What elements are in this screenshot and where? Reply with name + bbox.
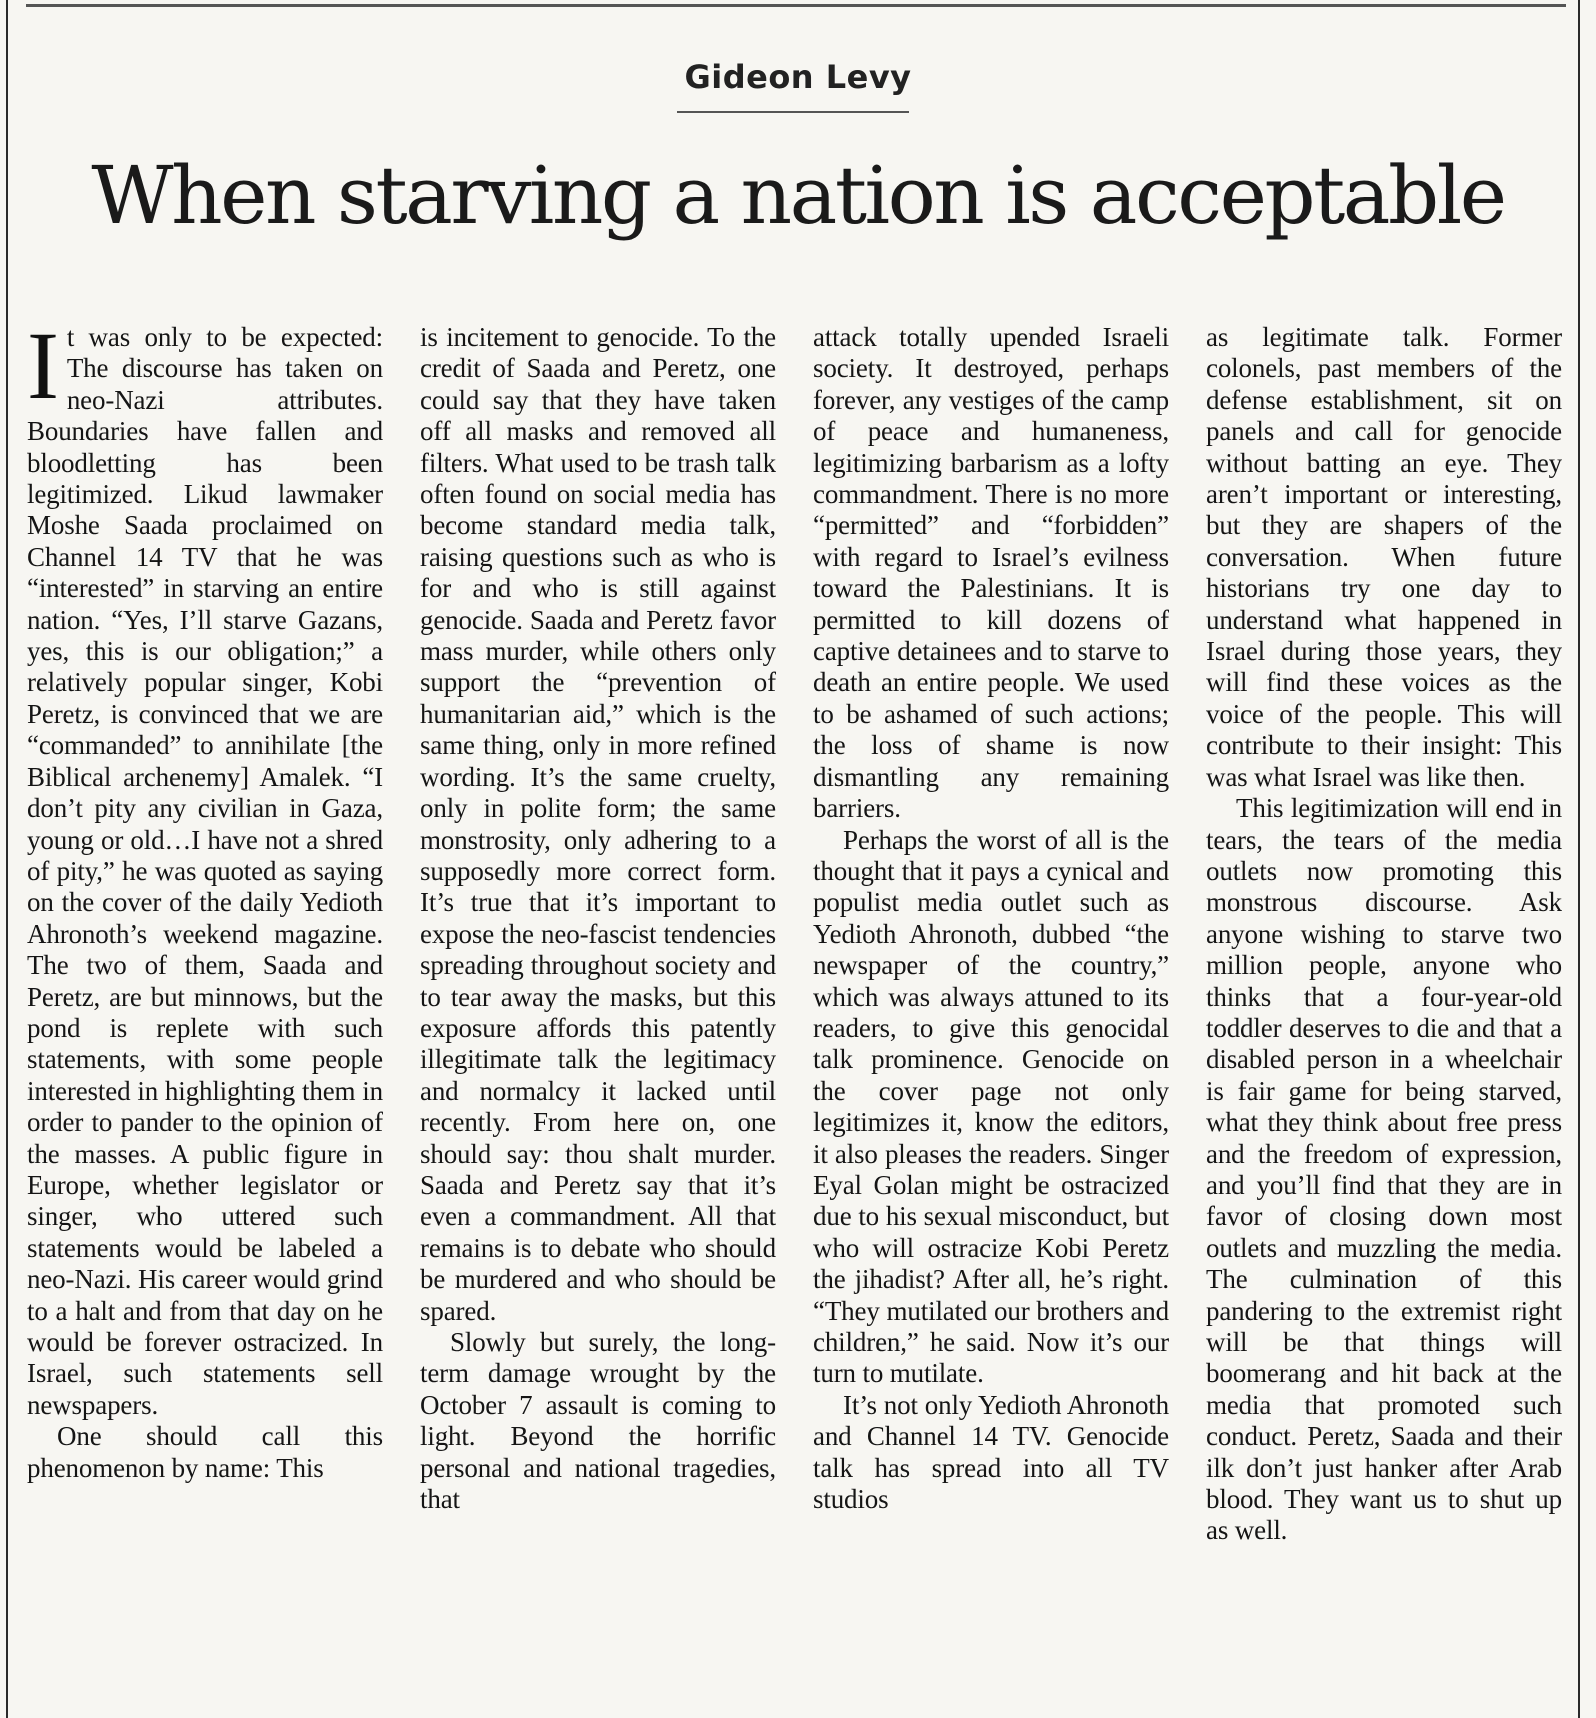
right-border-rule: [1578, 0, 1580, 1718]
paragraph-text: t was only to be expected: The discourse has taken on neo-Nazi attributes. Boundaries have fallen and bloodletting has been legitimized. Likud lawmaker Moshe Saada proclaimed on Channel 14 TV that he was “interested” in starving an entire nation. “Yes, I’ll starve Gazans, yes, this is our obligation;” a relatively popular singer, Kobi Peretz, is convinced that we are “commanded” to annihilate [the Biblical archenemy] Amalek. “I don’t pity any civilian in Gaza, young or old…I have not a shred of pity,” he was quoted as saying on the cover of the daily Yedioth Ahronoth’s weekend magazine. The two of them, Saada and Peretz, are but minnows, but the pond is replete with such statements, with some people interested in highlighting them in order to pander to the opinion of the masses. A public figure in Europe, whether legislator or singer, who uttered such statements would be labeled a neo-Nazi. His career would grind to a halt and from that day on he would be forever ostracized. In Israel, such statements sell newspapers.: [27, 322, 383, 1420]
headline: When starving a nation is acceptable: [91, 149, 1505, 242]
article-column-1: [27, 322, 383, 1712]
left-border-rule: [6, 0, 8, 1718]
top-rule: [26, 4, 1566, 7]
paragraph: One should call this phenomenon by name: This: [27, 1421, 383, 1483]
paragraph: This legitimization will end in tears, the tears of the media outlets now promoting this monstrous discourse. Ask anyone wishing to starve two million people, anyone who thinks that a four-year-old toddler deserves to die and that a disabled person in a wheelchair is fair game for being starved, what they think about free press and the freedom of expression, and you’ll find that they are in favor of closing down most outlets and muzzling the media. The culmination of this pandering to the extremist right will be that things will boomerang and hit back at the media that promoted such conduct. Peretz, Saada and their ilk don’t just hanker after Arab blood. They want us to shut up as well.: [1206, 793, 1562, 1546]
paragraph: attack totally upended Israeli society. It destroyed, perhaps forever, any vestiges of the camp of peace and humaneness, legitimizing barbarism as a lofty commandment. There is no more “permitted” and “forbidden” with regard to Israel’s evilness toward the Palestinians. It is permitted to kill dozens of captive detainees and to starve to death an entire people. We used to be ashamed of such actions; the loss of shame is now dismantling any remaining barriers.: [813, 322, 1169, 824]
paragraph: as legitimate talk. Former colonels, past members of the defense establishment, sit on panels and call for genocide without batting an eye. They aren’t important or interesting, but they are shapers of the conversation. When future historians try one day to understand what happened in Israel during those years, they will find these voices as the voice of the people. This will contribute to their insight: This was what Israel was like then.: [1206, 322, 1562, 792]
drop-cap: I: [27, 322, 59, 419]
article-column-2: [420, 322, 776, 1712]
paragraph: It’s not only Yedioth Ahronoth and Channel 14 TV. Genocide talk has spread into all TV studios: [813, 1389, 1169, 1515]
paragraph: [27, 322, 383, 1421]
paragraph: Slowly but surely, the long-term damage wrought by the October 7 assault is coming to light. Beyond the horrific personal and national tragedies, that: [420, 1327, 776, 1515]
byline-underline: [677, 111, 909, 113]
paragraph: is incitement to genocide. To the credit of Saada and Peretz, one could say that they have taken off all masks and removed all filters. What used to be trash talk often found on social media has become standard media talk, raising questions such as who is for and who is still against genocide. Saada and Peretz favor mass murder, while others only support the “prevention of humanitarian aid,” which is the same thing, only in more refined wording. It’s the same cruelty, only in polite form; the same monstrosity, only adhering to a supposedly more correct form. It’s true that it’s important to expose the neo-fascist tendencies spreading throughout society and to tear away the masks, but this exposure affords this patently illegitimate talk the legitimacy and normalcy it lacked until recently. From here on, one should say: thou shalt murder. Saada and Peretz say that it’s even a commandment. All that remains is to debate who should be murdered and who should be spared.: [420, 322, 776, 1326]
article-column-3: [813, 322, 1169, 1712]
byline: Gideon Levy: [684, 58, 912, 96]
article-column-4: [1206, 322, 1562, 1712]
paragraph: Perhaps the worst of all is the thought that it pays a cynical and populist media outlet such as Yedioth Ahronoth, dubbed “the newspaper of the country,” which was always attuned to its readers, to give this genocidal talk prominence. Genocide on the cover page not only legitimizes it, know the editors, it also pleases the readers. Singer Eyal Golan might be ostracized due to his sexual misconduct, but who will ostracize Kobi Peretz the jihadist? After all, he’s right. “They mutilated our brothers and children,” he said. Now it’s our turn to mutilate.: [813, 824, 1169, 1389]
